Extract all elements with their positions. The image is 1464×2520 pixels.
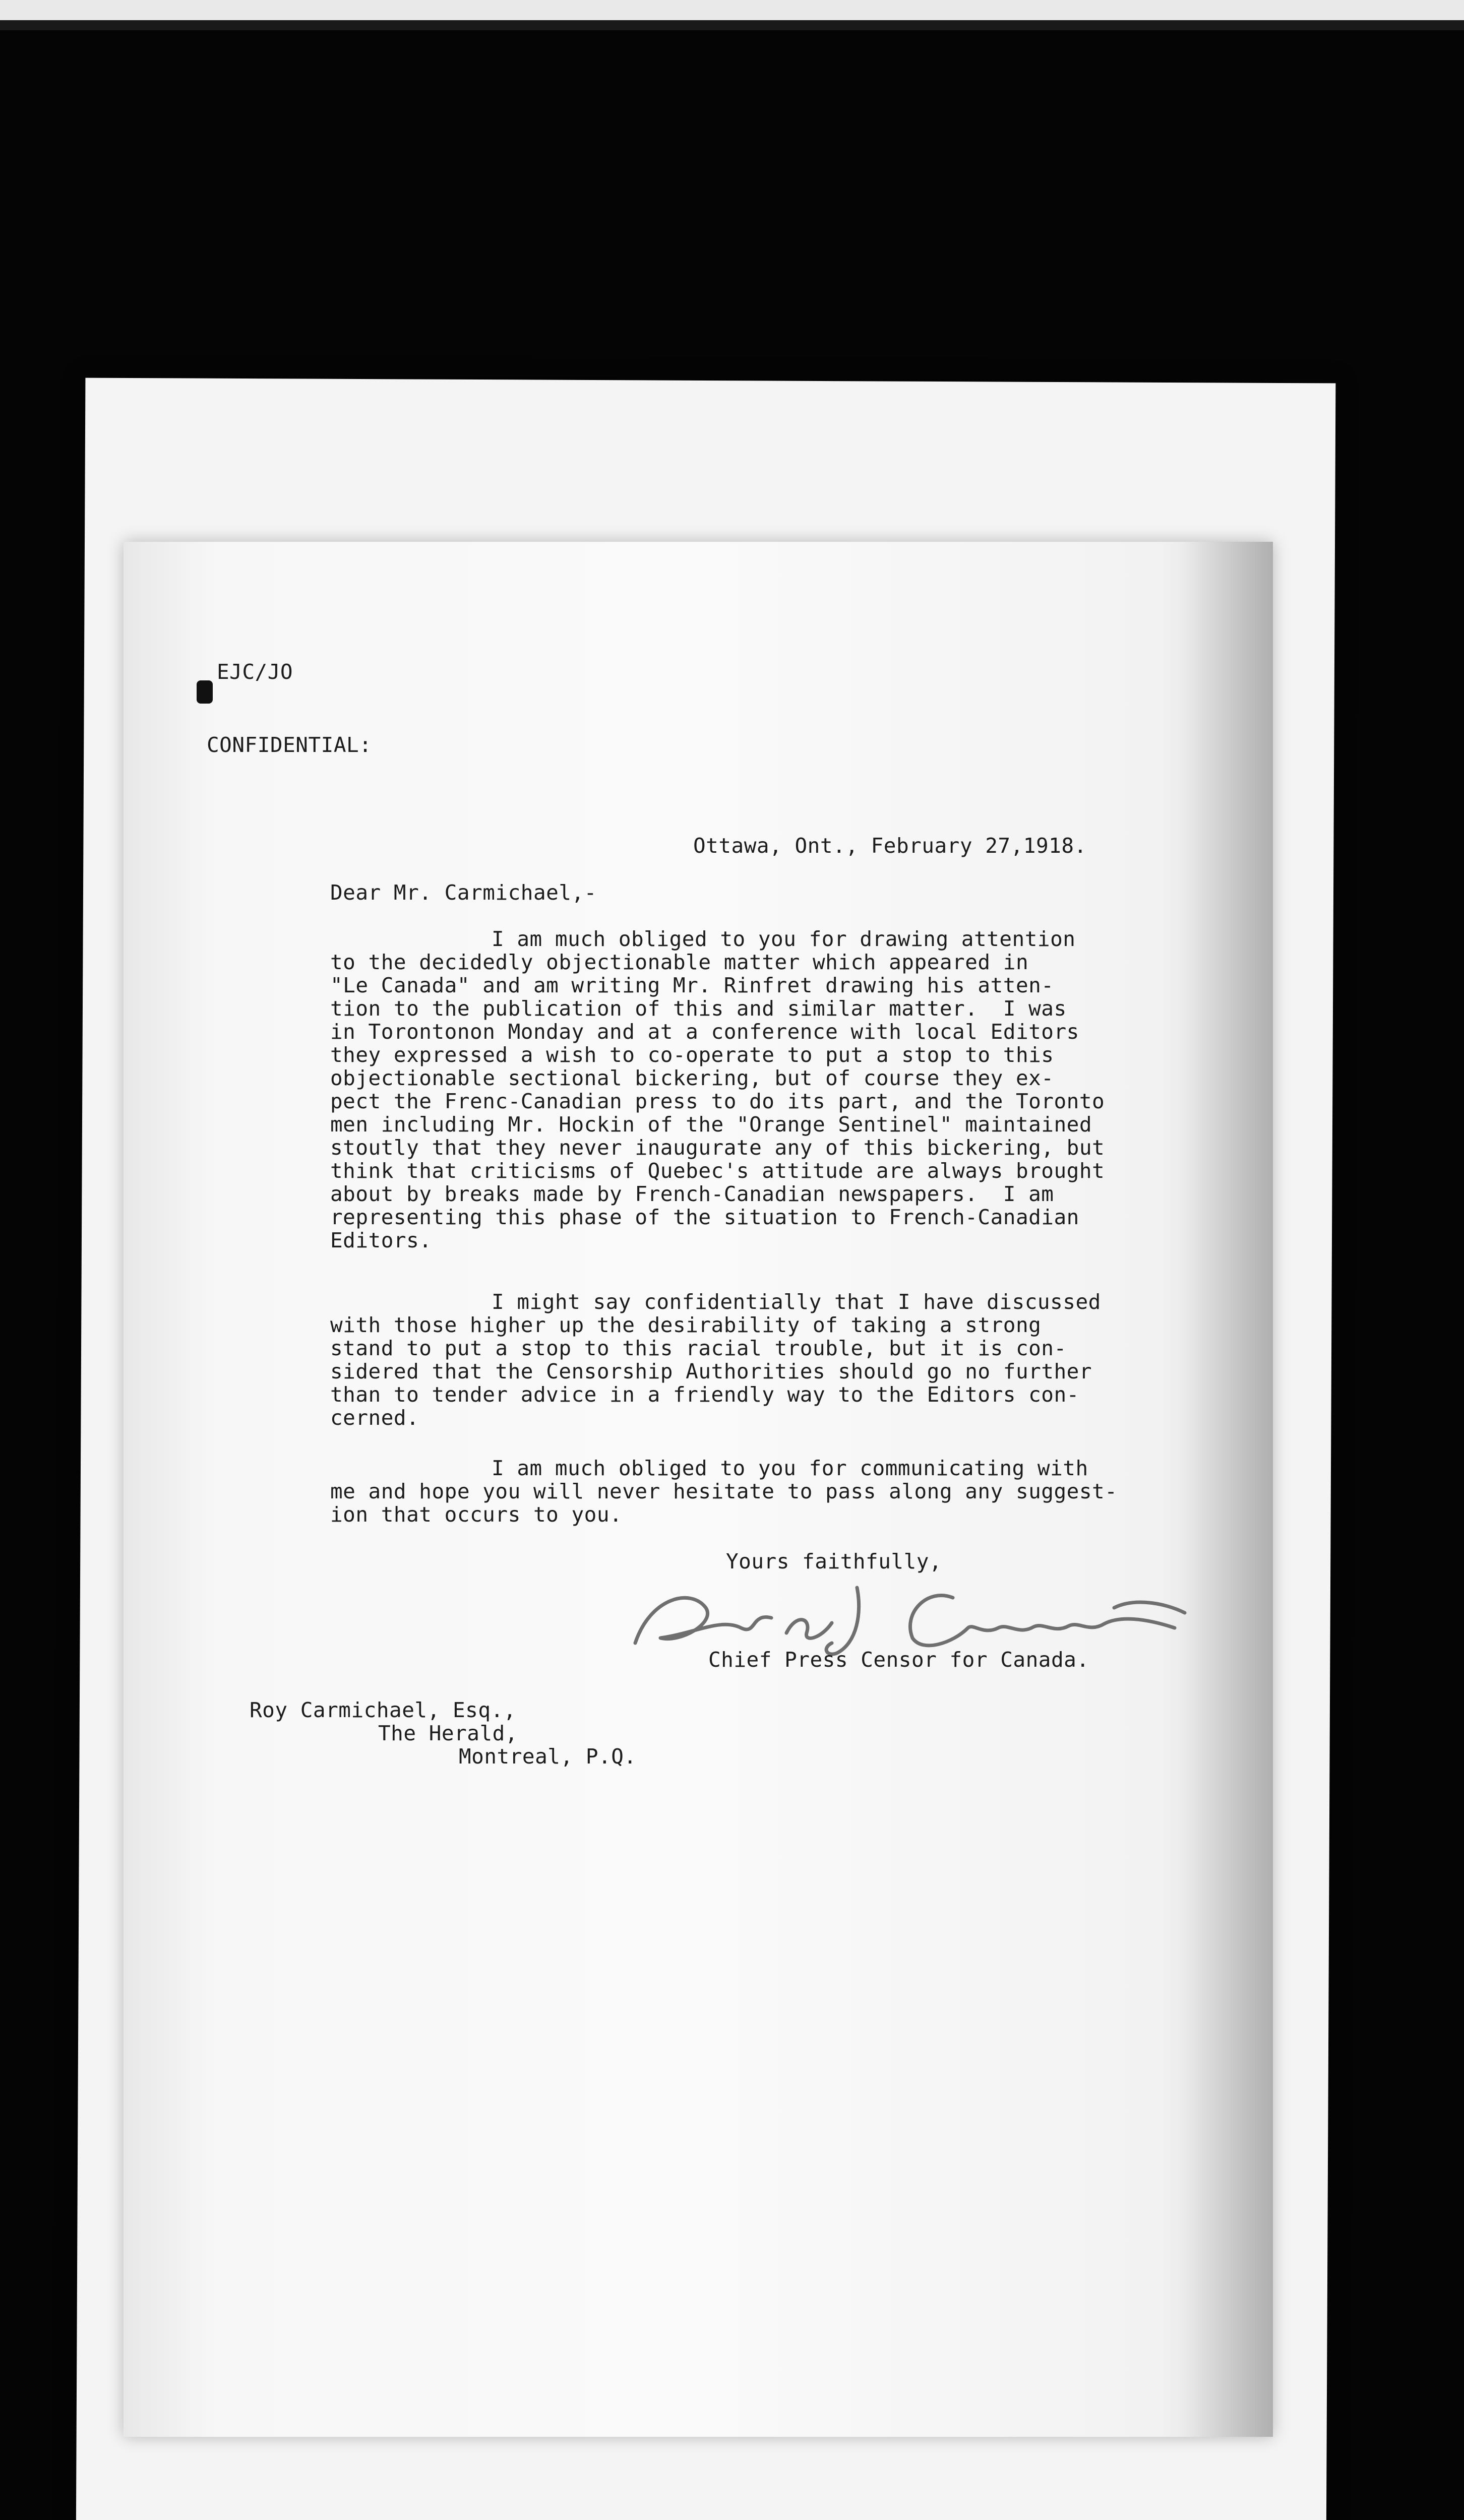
confidential-heading: CONFIDENTIAL: (207, 733, 372, 757)
paragraph-line: Editors. (330, 1228, 432, 1252)
paragraph-line: tion to the publication of this and similar matter. I was (330, 996, 1067, 1021)
paragraph-line: I might say confidentially that I have discussed (492, 1290, 1101, 1314)
salutation: Dear Mr. Carmichael,- (330, 880, 597, 905)
paragraph-line: me and hope you will never hesitate to pass along any suggest- (330, 1479, 1118, 1503)
place-date: Ottawa, Ont., February 27,1918. (693, 834, 1087, 858)
paragraph-line: with those higher up the desirability of taking a strong (330, 1313, 1042, 1337)
paragraph-line: they expressed a wish to co-operate to put a stop to this (330, 1043, 1054, 1067)
paragraph-line: stand to put a stop to this racial trouble, but it is con- (330, 1336, 1067, 1360)
paragraph-line: than to tender advice in a friendly way to the Editors con- (330, 1382, 1079, 1407)
paragraph-line: objectionable sectional bickering, but of course they ex- (330, 1066, 1054, 1090)
paragraph-line: sidered that the Censorship Authorities should go no further (330, 1359, 1092, 1383)
paragraph-line: think that criticisms of Quebec's attitude are always brought (330, 1159, 1105, 1183)
ink-blot (197, 680, 213, 704)
paragraph-line: men including Mr. Hockin of the "Orange Sentinel" maintained (330, 1112, 1092, 1137)
paragraph-line: representing this phase of the situation to French-Canadian (330, 1205, 1079, 1229)
paragraph-line: in Torontonon Monday and at a conference with local Editors (330, 1020, 1079, 1044)
reference-initials: EJC/JO (217, 660, 293, 684)
recipient-line: The Herald, (378, 1721, 518, 1745)
paragraph-line: I am much obliged to you for communicating with (492, 1456, 1088, 1480)
handwritten-signature (620, 1567, 1195, 1658)
recipient-line: Montreal, P.Q. (459, 1744, 637, 1769)
paragraph-line: to the decidedly objectionable matter which appeared in (330, 950, 1029, 974)
paragraph-line: ion that occurs to you. (330, 1502, 623, 1527)
paragraph-line: about by breaks made by French-Canadian newspapers. I am (330, 1182, 1054, 1206)
paragraph-line: I am much obliged to you for drawing attention (492, 927, 1076, 951)
paragraph-line: cerned. (330, 1406, 419, 1430)
paragraph-line: stoutly that they never inaugurate any of this bickering, but (330, 1136, 1105, 1160)
film-top-strip (0, 0, 1464, 20)
paragraph-line: "Le Canada" and am writing Mr. Rinfret drawing his atten- (330, 973, 1054, 997)
film-edge (0, 20, 1464, 30)
paragraph-line: pect the Frenc-Canadian press to do its part, and the Toronto (330, 1089, 1105, 1113)
closing: Yours faithfully, (726, 1549, 942, 1573)
recipient-line: Roy Carmichael, Esq., (250, 1698, 516, 1722)
signature-title: Chief Press Censor for Canada. (708, 1648, 1089, 1672)
